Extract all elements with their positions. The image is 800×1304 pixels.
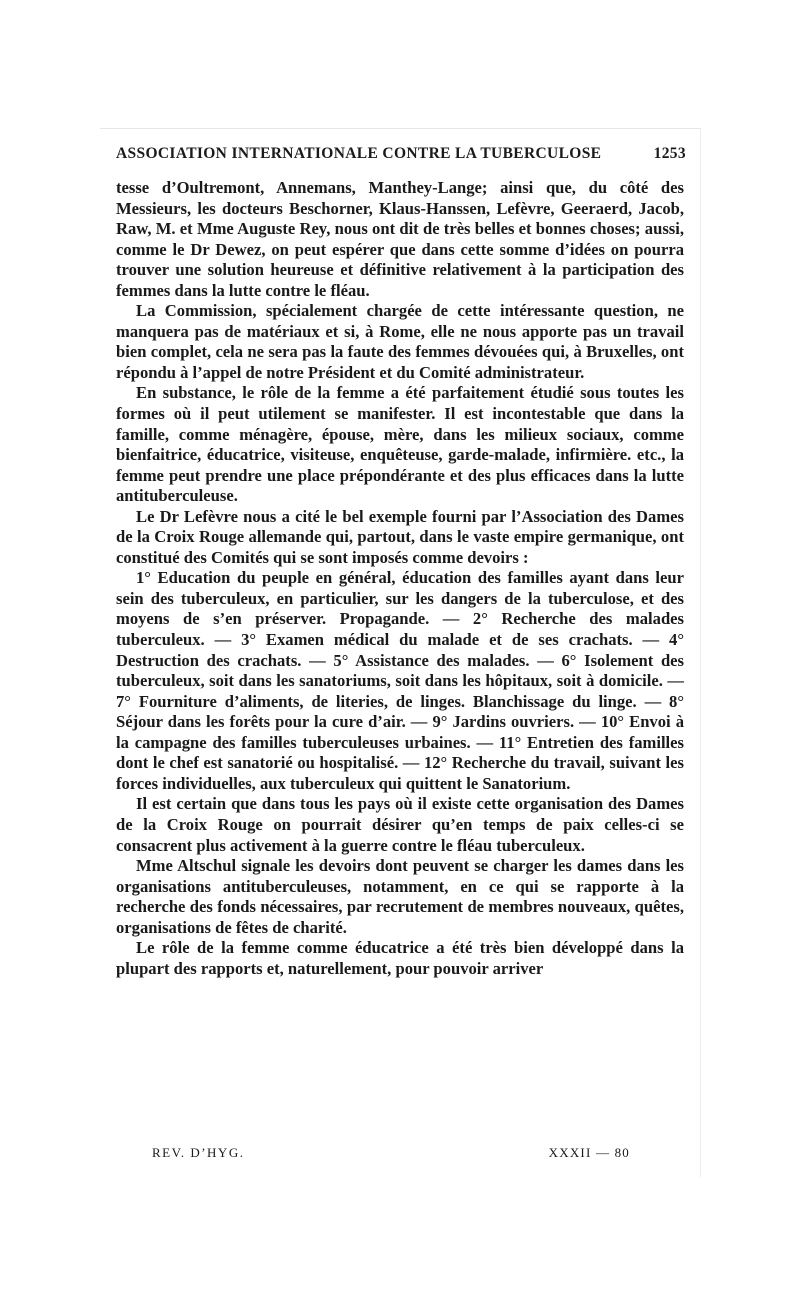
paragraph-duties-list: 1° Education du peuple en général, éducation des familles ayant dans leur sein des tuberculeux, en particulier, sur les dangers de la tuberculose, et des moyens de s’en préserver. Propagande. — 2° Recherche des malades tuberculeux. — 3° Examen médical du malade et de ses crachats. — 4° Destruction des crachats. — 5° Assistance des malades. — 6° Isolement des tuberculeux, soit dans les sanatoriums, soit dans les hôpitaux, soit à domicile. — 7° Fourniture d’aliments, de literies, de linges. Blanchissage du linge. — 8° Séjour dans les forêts pour la cure d’air. — 9° Jardins ouvriers. — 10° Envoi à la campagne des familles tuberculeuses urbaines. — 11° Entretien des familles dont le chef est sanatorié ou hospitalisé. — 12° Recherche du travail, suivant les forces individuelles, aux tuberculeux qui quittent le Sanatorium. <box>116 568 684 793</box>
paragraph-commission: La Commission, spécialement chargée de cette intéressante question, ne manquera pas de matériaux et si, à Rome, elle ne nous apporte pas un travail bien complet, cela ne sera pas la faute des femmes dévouées qui, à Bruxelles, ont répondu à l’appel de notre Président et du Comité administrateur. <box>116 301 684 382</box>
body-text <box>116 178 684 979</box>
running-head <box>116 145 686 163</box>
page-footer <box>152 1145 630 1161</box>
footer-folio: XXXII — 80 <box>548 1145 630 1160</box>
running-title: ASSOCIATION INTERNATIONALE CONTRE LA TUBERCULOSE <box>116 145 602 162</box>
paragraph-altschul: Mme Altschul signale les devoirs dont peuvent se charger les dames dans les organisations antituberculeuses, notamment, en ce qui se rapporte à la recherche des fonds nécessaires, par recrutement de membres nouveaux, quêtes, organisations de fêtes de charité. <box>116 856 684 937</box>
paragraph-educatrice: Le rôle de la femme comme éducatrice a été très bien développé dans la plupart des rapports et, naturellement, pour pouvoir arriver <box>116 938 684 978</box>
page-number: 1253 <box>653 145 686 162</box>
paragraph-substance: En substance, le rôle de la femme a été parfaitement étudié sous toutes les formes où il peut utilement se manifester. Il est incontestable que dans la famille, comme ménagère, épouse, mère, dans les milieux sociaux, comme bienfaitrice, éducatrice, visiteuse, enquêteuse, garde-malade, infirmière. etc., la femme peut prendre une place prépondérante et des plus efficaces dans la lutte antituberculeuse. <box>116 383 684 506</box>
paragraph-continuation: tesse d’Oultremont, Annemans, Manthey-Lange; ainsi que, du côté des Messieurs, les docteurs Beschorner, Klaus-Hanssen, Lefèvre, Geeraerd, Jacob, Raw, M. et Mme Auguste Rey, nous ont dit de très belles et bonnes choses; aussi, comme le Dr Dewez, on peut espérer que dans cette somme d’idées on pourra trouver une solution heureuse et définitive relativement à la participation des femmes dans la lutte contre le fléau. <box>116 178 684 300</box>
paragraph-red-cross: Il est certain que dans tous les pays où il existe cette organisation des Dames de la Croix Rouge on pourrait désirer qu’en temps de paix celles-ci se consacrent plus activement à la guerre contre le fléau tuberculeux. <box>116 794 684 855</box>
footer-signature: REV. D’HYG. <box>152 1145 245 1160</box>
paragraph-lefevre: Le Dr Lefèvre nous a cité le bel exemple fourni par l’Association des Dames de la Croix Rouge allemande qui, partout, dans le vaste empire germanique, ont constitué des Comités qui se sont imposés comme devoirs : <box>116 506 684 567</box>
